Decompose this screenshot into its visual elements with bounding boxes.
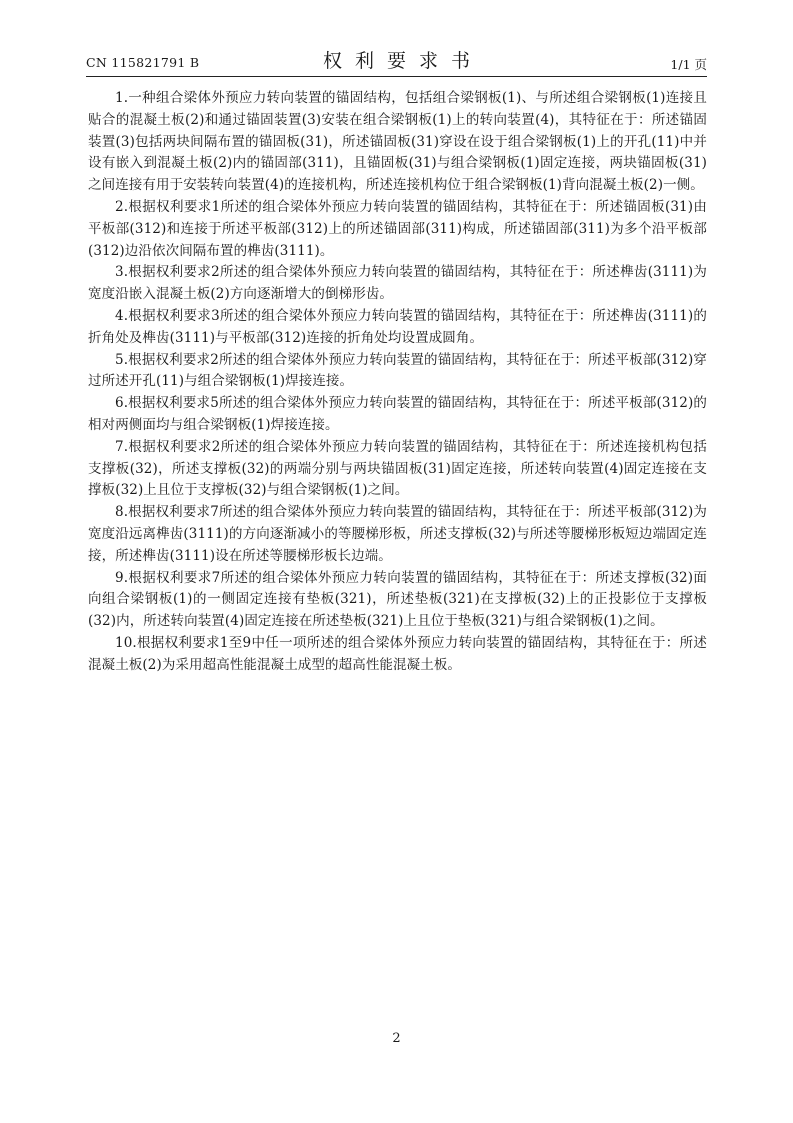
claim-7: 7.根据权利要求2所述的组合梁体外预应力转向装置的锚固结构，其特征在于：所述连接机构包括支撑板(32)，所述支撑板(32)的两端分别与两块锚固板(31)固定连接，所述转向装置(4)固定连接在支撑板(32)上且位于支撑板(32)与组合梁钢板(1)之间。 — [88, 438, 707, 499]
document-title: 权利要求书 — [322, 50, 483, 72]
claim-1: 1.一种组合梁体外预应力转向装置的锚固结构，包括组合梁钢板(1)、与所述组合梁钢板(1)连接且贴合的混凝土板(2)和通过锚固装置(3)安装在组合梁钢板(1)上的转向装置(4)，其特征在于：所述锚固装置(3)包括两块间隔布置的锚固板(31)，所述锚固板(31)穿设在设于组合梁钢板(1)上的开孔(11)中并设有嵌入到混凝土板(2)内的锚固部(311)，且锚固板(31)与组合梁钢板(1)固定连接，两块锚固板(31)之间连接有用于安装转向装置(4)的连接机构，所述连接机构位于组合梁钢板(1)背向混凝土板(2)一侧。 — [88, 90, 707, 194]
claims-section — [88, 88, 707, 677]
claim-6: 6.根据权利要求5所述的组合梁体外预应力转向装置的锚固结构，其特征在于：所述平板部(312)的相对两侧面均与组合梁钢板(1)焊接连接。 — [88, 395, 707, 433]
claim-10: 10.根据权利要求1至9中任一项所述的组合梁体外预应力转向装置的锚固结构，其特征在于：所述混凝土板(2)为采用超高性能混凝土成型的超高性能混凝土板。 — [88, 634, 707, 673]
claim-2: 2.根据权利要求1所述的组合梁体外预应力转向装置的锚固结构，其特征在于：所述锚固板(31)由平板部(312)和连接于所述平板部(312)上的所述锚固部(311)构成，所述锚固部(311)为多个沿平板部(312)边沿依次间隔布置的榫齿(3111)。 — [88, 198, 707, 259]
page-count: 1/1 页 — [670, 57, 707, 72]
page-header — [86, 42, 707, 77]
claim-8: 8.根据权利要求7所述的组合梁体外预应力转向装置的锚固结构，其特征在于：所述平板部(312)为宽度沿远离榫齿(3111)的方向逐渐减小的等腰梯形板，所述支撑板(32)与所述等腰梯形板短边端固定连接，所述榫齿(3111)设在所述等腰梯形板长边端。 — [88, 504, 707, 564]
page-number: 2 — [392, 1031, 401, 1046]
publication-number: CN 115821791 B — [86, 55, 200, 70]
claim-4: 4.根据权利要求3所述的组合梁体外预应力转向装置的锚固结构，其特征在于：所述榫齿(3111)的折角处及榫齿(3111)与平板部(312)连接的折角处均设置成圆角。 — [88, 307, 707, 346]
claim-9: 9.根据权利要求7所述的组合梁体外预应力转向装置的锚固结构，其特征在于：所述支撑板(32)面向组合梁钢板(1)的一侧固定连接有垫板(321)，所述垫板(321)在支撑板(32)上的正投影位于支撑板(32)内，所述转向装置(4)固定连接在所述垫板(321)上且位于垫板(321)与组合梁钢板(1)之间。 — [88, 569, 707, 630]
claim-5: 5.根据权利要求2所述的组合梁体外预应力转向装置的锚固结构，其特征在于：所述平板部(312)穿过所述开孔(11)与组合梁钢板(1)焊接连接。 — [88, 351, 707, 390]
claim-3: 3.根据权利要求2所述的组合梁体外预应力转向装置的锚固结构，其特征在于：所述榫齿(3111)为宽度沿嵌入混凝土板(2)方向逐渐增大的倒梯形齿。 — [88, 264, 707, 303]
